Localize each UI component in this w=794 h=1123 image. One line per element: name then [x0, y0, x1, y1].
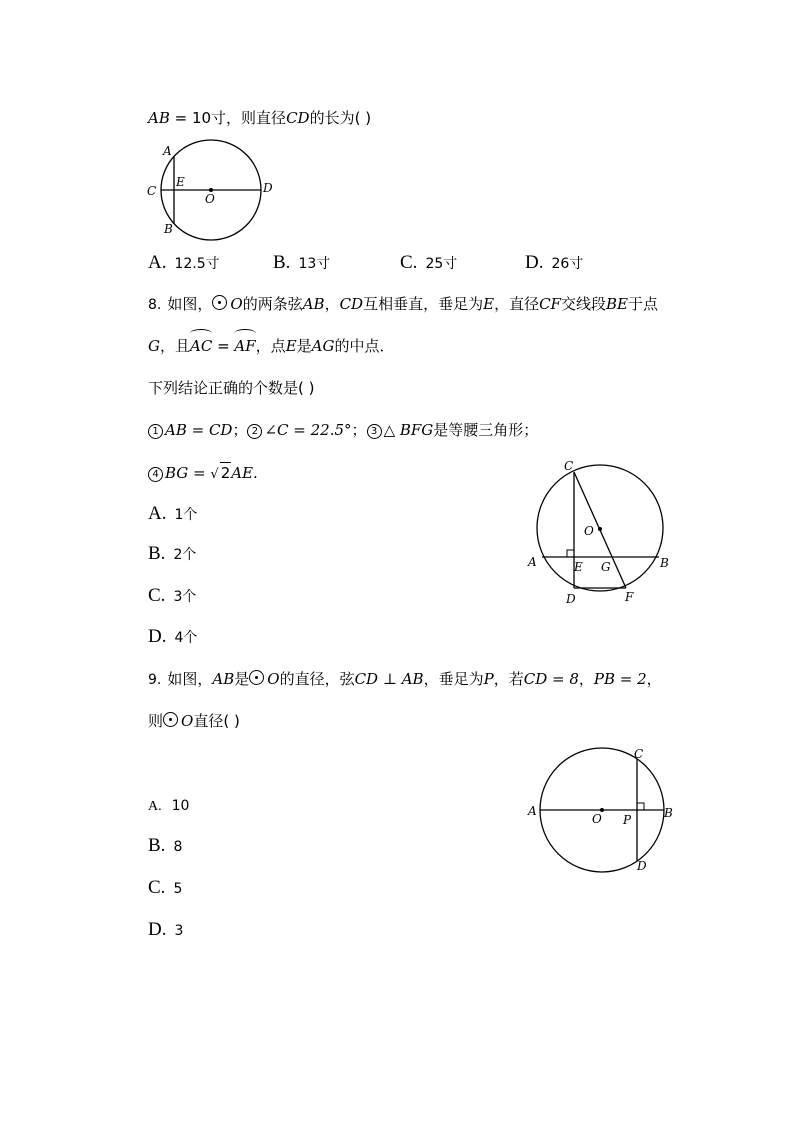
option-text: 10: [171, 798, 190, 814]
q7-stem-text: = 10寸，则直径: [169, 109, 287, 127]
q7-option-b[interactable]: [273, 253, 330, 274]
q8-e2: E: [285, 337, 297, 355]
arc-ac: [190, 336, 212, 356]
q8-g: G: [148, 337, 160, 355]
q9-text: 直径( ): [193, 712, 240, 730]
q8-question: 下列结论正确的个数是( ): [148, 379, 315, 397]
q7-figure: [140, 136, 280, 246]
q9-text: ，垂足为: [423, 670, 484, 688]
q7-stem: [148, 108, 371, 128]
q8-text: 的两条弦: [242, 295, 303, 313]
q7-label-e: E: [176, 175, 185, 189]
q9-text: 的直径，弦: [279, 670, 355, 688]
q8-text: 于点: [627, 295, 658, 313]
q9-text: 如图，: [167, 670, 213, 688]
q8-text: 是: [296, 337, 312, 355]
q7-ab: AB: [148, 109, 170, 127]
option-label: A.: [148, 799, 162, 814]
option-label: D.: [148, 919, 167, 940]
q8-e: E: [483, 295, 495, 313]
q8-cd: CD: [339, 295, 364, 313]
q9-stem-line2: [148, 711, 240, 731]
q8-ag: AG: [311, 337, 335, 355]
q8-stem-line2: [148, 336, 395, 356]
q8-text: ，点: [255, 337, 286, 355]
q8-c2: ∠C = 22.5°: [264, 421, 352, 439]
q8-text: 互相垂直，垂足为: [363, 295, 484, 313]
q7-label-b: B: [164, 222, 173, 236]
option-label: C.: [400, 252, 418, 273]
q9-number: 9.: [148, 672, 162, 688]
q8-text: ，: [324, 295, 340, 313]
q7-label-c: C: [147, 184, 157, 198]
q8-stem-line1: [148, 294, 658, 315]
q8-label-e: E: [574, 560, 583, 574]
circle-o-icon: [163, 712, 178, 727]
q7-cd: CD: [286, 109, 310, 127]
option-label: D.: [148, 626, 167, 647]
circled-number-icon: 3: [367, 424, 382, 439]
q8-sqrt-arg: 2: [220, 464, 231, 482]
q9-text: ，若: [493, 670, 524, 688]
sqrt-icon: √: [210, 467, 219, 482]
q8-label-c: C: [564, 459, 574, 473]
q9-text: ，: [646, 670, 662, 688]
option-text: 3: [174, 923, 184, 939]
option-label: A.: [148, 503, 167, 524]
q9-label-a: A: [528, 804, 537, 818]
q8-option-d[interactable]: [148, 627, 197, 648]
q9-cd-eq: CD = 8: [523, 670, 579, 688]
q8-figure: [522, 458, 682, 610]
q9-label-o: O: [592, 812, 602, 826]
q7-label-o: O: [205, 192, 215, 206]
q9-text: ，: [578, 670, 594, 688]
q8-text: 如图，: [167, 295, 213, 313]
option-text: 5: [173, 881, 183, 897]
arc-af: [234, 336, 255, 356]
q8-label-o: O: [584, 524, 594, 538]
q9-cd-perp: CD ⊥ AB: [354, 670, 424, 688]
circled-number-icon: 1: [148, 424, 163, 439]
q8-option-b[interactable]: [148, 544, 196, 565]
option-text: 4个: [174, 630, 198, 646]
q8-number: 8.: [148, 297, 162, 313]
q9-text: 则: [148, 712, 164, 730]
option-text: 1个: [174, 507, 198, 523]
q9-p: P: [483, 670, 494, 688]
q8-be: BE: [605, 295, 628, 313]
option-text: 26寸: [551, 256, 584, 272]
q8-c4a: BG =: [165, 464, 211, 482]
q8-text: 交线段: [560, 295, 606, 313]
option-label: B.: [148, 543, 166, 564]
q8-center-dot: [598, 527, 602, 531]
q8-cf: CF: [539, 295, 561, 313]
q7-option-a[interactable]: [148, 253, 220, 274]
option-label: C.: [148, 585, 166, 606]
q9-o: O: [267, 670, 280, 688]
q7-label-d: D: [263, 181, 273, 195]
q8-eq: =: [212, 337, 235, 355]
q8-option-c[interactable]: [148, 586, 196, 607]
q7-option-c[interactable]: [400, 253, 457, 274]
q9-ab: AB: [212, 670, 235, 688]
q8-c1: AB = CD: [165, 421, 233, 439]
q7-option-d[interactable]: [525, 253, 583, 274]
q8-c3: △ BFG: [383, 421, 434, 439]
q8-c4c: AE.: [231, 464, 258, 482]
q8-text: ，且: [159, 337, 190, 355]
q7-label-a: A: [163, 144, 172, 158]
q9-label-c: C: [634, 747, 644, 761]
q9-pb-eq: PB = 2: [593, 670, 647, 688]
q9-label-d: D: [637, 859, 647, 873]
q9-option-d[interactable]: [148, 920, 183, 941]
option-label: D.: [525, 252, 544, 273]
option-text: 8: [173, 839, 183, 855]
option-label: A.: [148, 252, 167, 273]
q8-label-g: G: [601, 560, 611, 574]
q8-label-a: A: [528, 555, 537, 569]
q8-option-a[interactable]: [148, 504, 197, 525]
q8-label-b: B: [660, 556, 669, 570]
option-text: 12.5寸: [174, 256, 220, 272]
circled-number-icon: 4: [148, 467, 163, 482]
q9-label-p: P: [623, 813, 632, 827]
option-text: 2个: [173, 547, 197, 563]
q8-sep: ；: [232, 421, 248, 439]
q9-text: 是: [234, 670, 250, 688]
q8-o: O: [230, 295, 243, 313]
option-label: B.: [148, 835, 166, 856]
q9-option-a[interactable]: [148, 796, 189, 817]
q9-right-angle-mark: [637, 803, 644, 810]
q8-ac: AC: [190, 337, 213, 355]
option-text: 25寸: [425, 256, 458, 272]
q8-text: ，直径: [494, 295, 540, 313]
option-label: B.: [273, 252, 291, 273]
circle-o-icon: [212, 295, 227, 310]
q9-label-b: B: [664, 806, 673, 820]
q9-o2: O: [181, 712, 194, 730]
q8-right-angle-mark: [567, 550, 574, 557]
option-label: C.: [148, 877, 166, 898]
option-text: 13寸: [298, 256, 331, 272]
q8-label-f: F: [625, 590, 634, 604]
q8-text: 的中点．: [334, 337, 395, 355]
q9-figure: [522, 740, 682, 880]
q7-stem-text2: 的长为( ): [309, 109, 372, 127]
q8-label-d: D: [566, 592, 576, 606]
q8-sep: ；: [351, 421, 367, 439]
q8-conclusions: [148, 420, 538, 440]
q8-af: AF: [234, 337, 256, 355]
q9-stem-line1: [148, 669, 662, 690]
q8-text: 是等腰三角形；: [433, 421, 539, 439]
q9-option-c[interactable]: [148, 878, 182, 899]
q9-option-b[interactable]: [148, 836, 182, 857]
circle-o-icon: [249, 670, 264, 685]
q8-conclusion-4: [148, 462, 258, 485]
q8-ab: AB: [302, 295, 325, 313]
circled-number-icon: 2: [247, 424, 262, 439]
option-text: 3个: [173, 589, 197, 605]
